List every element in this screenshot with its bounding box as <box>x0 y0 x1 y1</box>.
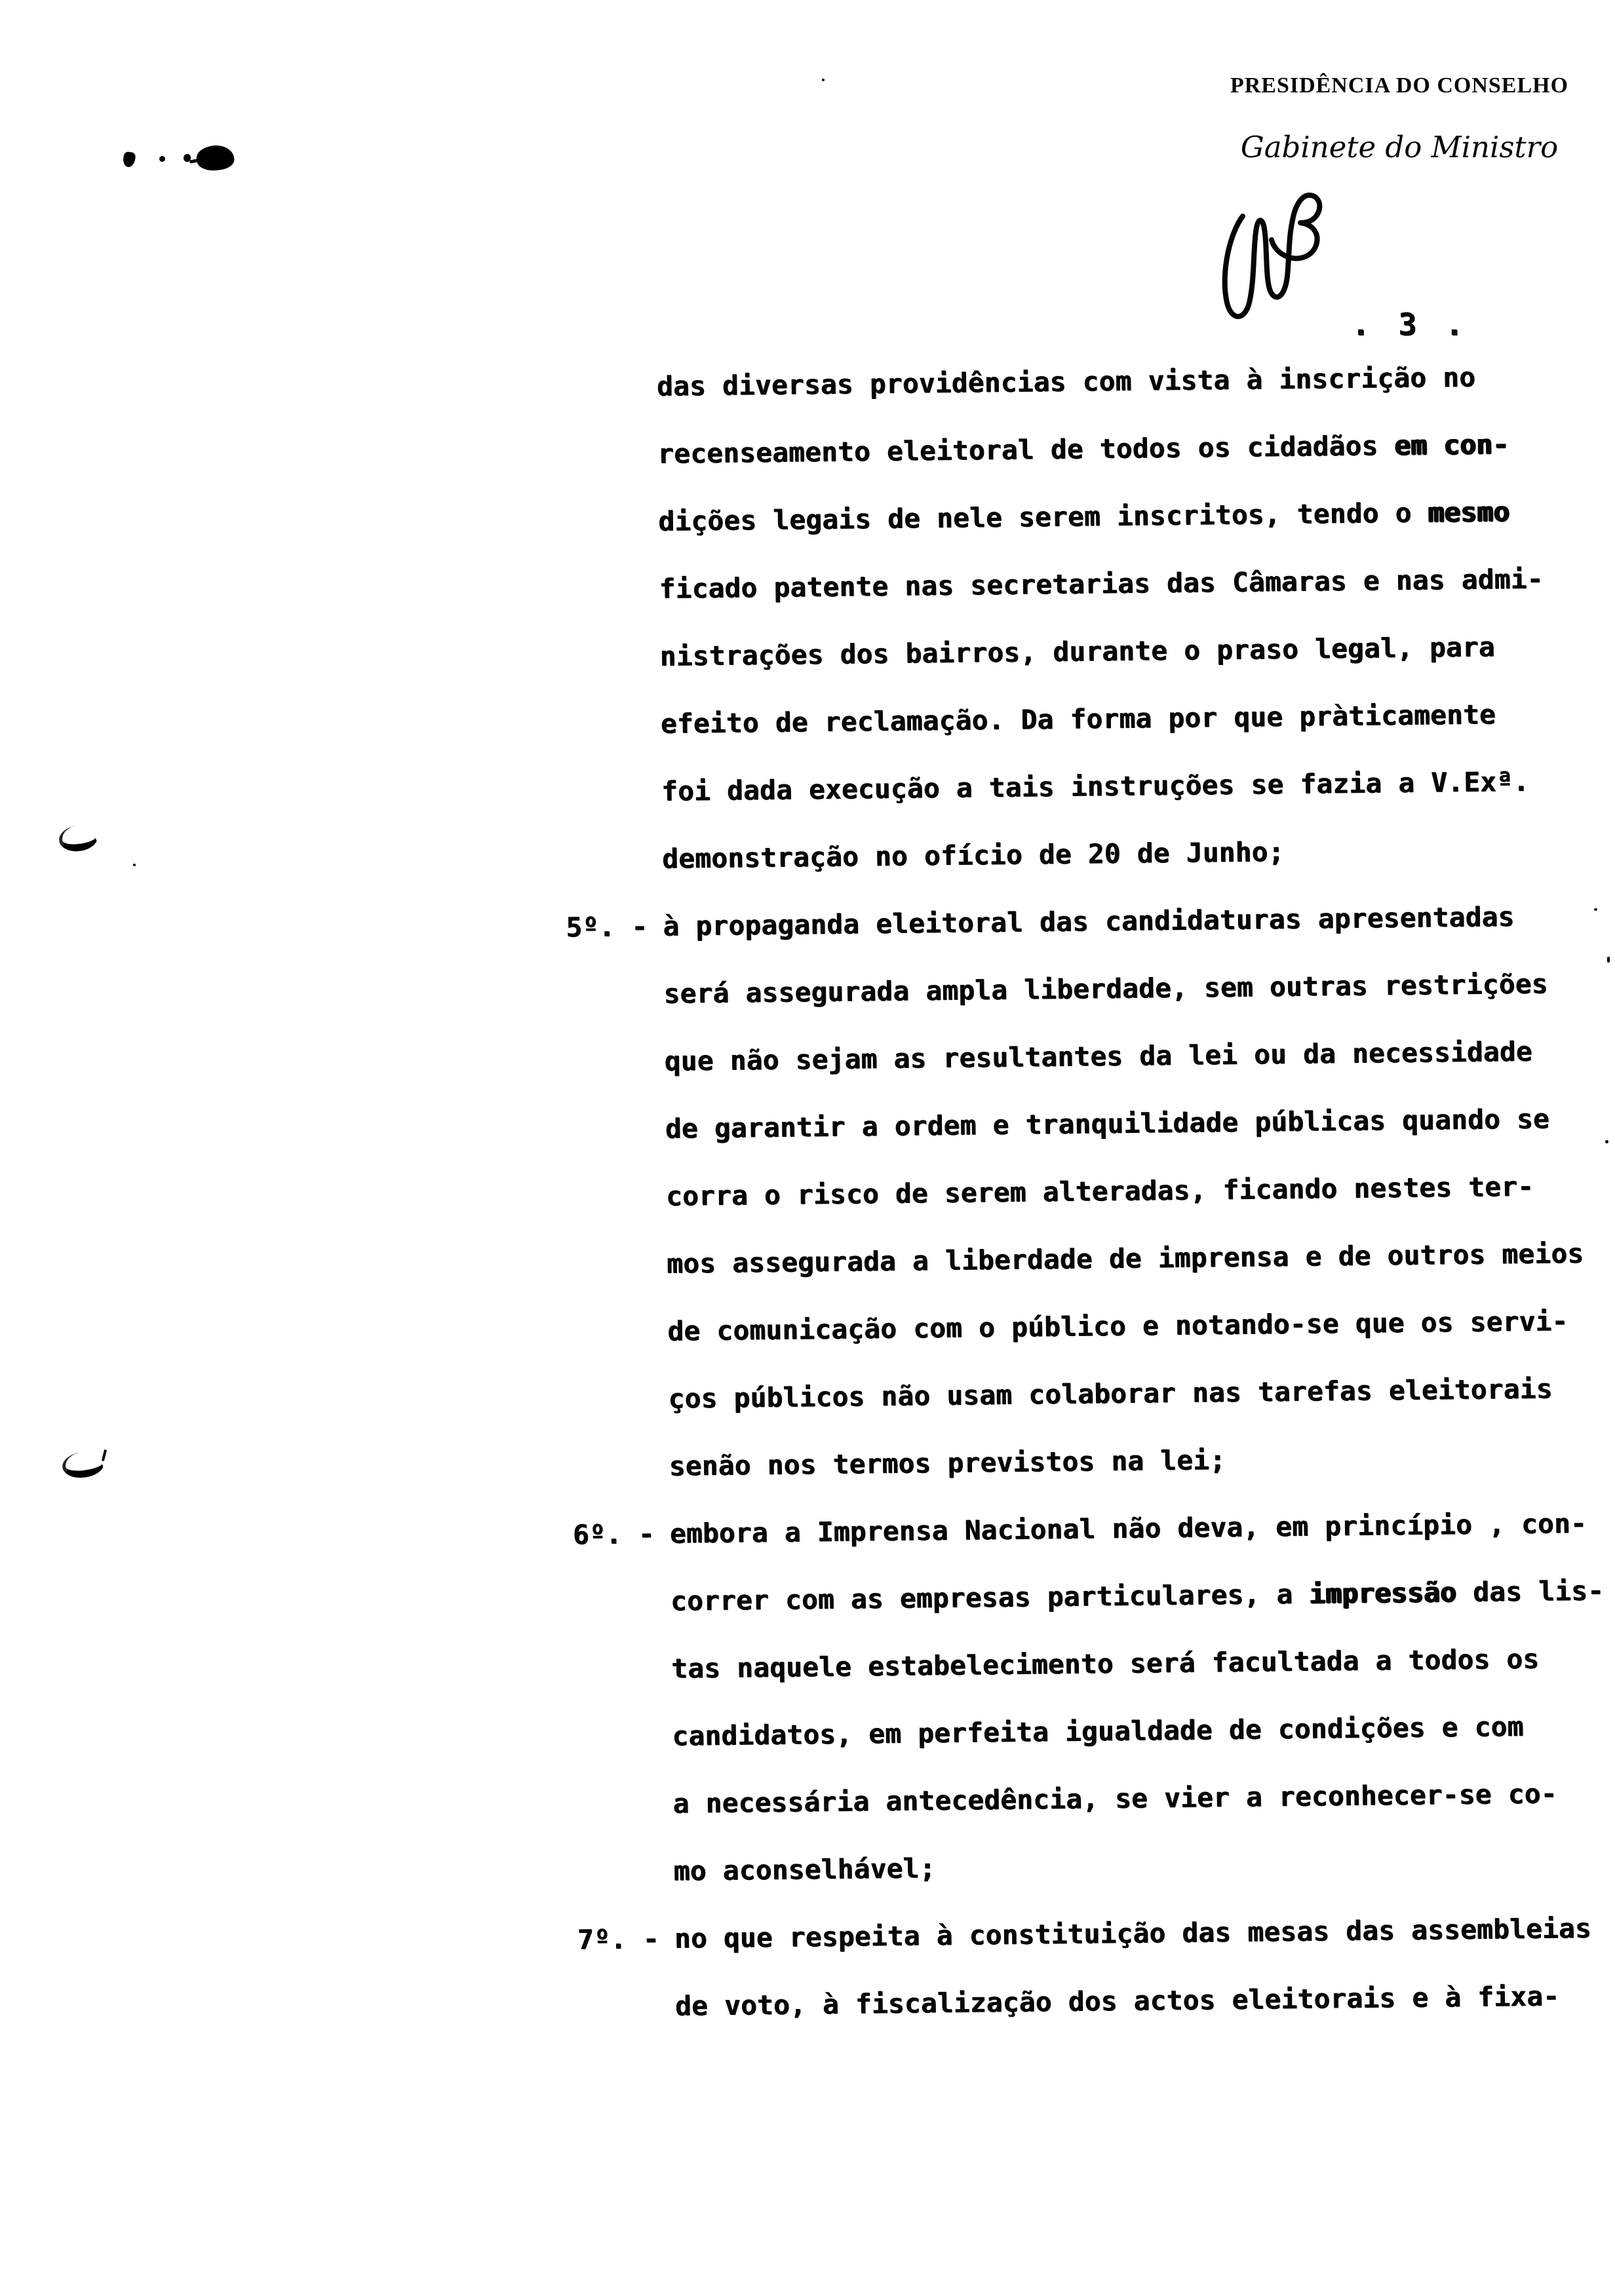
line-text: que não sejam as resultantes da lei ou da necessidade <box>664 1035 1532 1077</box>
signature-scribble-icon <box>1214 182 1335 336</box>
line-text: no que respeita à constituição das mesas das assembleias <box>674 1912 1592 1955</box>
scan-speck <box>1605 1140 1608 1143</box>
ink-smudge-dot <box>159 156 165 162</box>
typed-line <box>561 477 1615 557</box>
line-text: tas naquele estabelecimento será facultada a todos os <box>671 1643 1540 1685</box>
letterhead-office: Gabinete do Ministro <box>1240 130 1559 164</box>
margin-tick-mark <box>102 1449 107 1461</box>
item-number <box>570 1273 667 1274</box>
line-text: ficado patente nas secretarias das Câmaras e nas admi- <box>659 563 1544 605</box>
line-text: de garantir a ordem e tranquilidade públicas quando se <box>665 1103 1550 1145</box>
line-text: recenseamento eleitoral de todos os cidadãos em con- <box>657 428 1509 470</box>
line-text: ços públicos não usam colaborar nas tarefas eleitorais <box>668 1373 1553 1415</box>
scan-speck <box>133 864 136 866</box>
item-number <box>567 1003 664 1004</box>
typed-line <box>573 1557 1615 1637</box>
scan-speck <box>1594 908 1597 911</box>
item-number <box>577 1881 674 1882</box>
item-number <box>576 1813 673 1814</box>
typed-body <box>559 342 1615 2041</box>
typed-line <box>562 545 1615 624</box>
typed-line <box>560 410 1615 489</box>
line-text: embora a Imprensa Nacional não deva, em princípio , con- <box>669 1507 1587 1550</box>
item-number <box>564 801 661 802</box>
typed-line <box>575 1759 1615 1839</box>
typed-line <box>564 747 1615 827</box>
item-number <box>572 1476 669 1477</box>
typed-line <box>576 1827 1615 1907</box>
typed-line <box>577 1962 1615 2042</box>
typed-line <box>565 814 1615 894</box>
line-text: correr com as empresas particulares, a impressão das lis- <box>670 1575 1605 1617</box>
item-number <box>575 1746 672 1747</box>
typed-line <box>562 612 1615 692</box>
typed-line <box>568 1152 1615 1232</box>
margin-check-mark <box>61 1449 106 1480</box>
item-number <box>574 1678 671 1679</box>
page-number: . 3 . <box>1352 307 1469 342</box>
typed-line <box>575 1692 1615 1772</box>
item-number: 5º. - <box>566 910 665 944</box>
line-text: mos assegurada a liberdade de imprensa e de outros meios <box>666 1237 1584 1280</box>
typed-line <box>568 1084 1615 1164</box>
typed-line <box>563 679 1615 759</box>
scan-speck <box>822 79 825 81</box>
item-number <box>560 396 657 397</box>
line-text: das diversas providências com vista à inscrição no <box>656 361 1476 402</box>
item-number <box>560 463 657 465</box>
line-text: de voto, à fiscalização dos actos eleitorais e à fixa- <box>674 1980 1560 2022</box>
ink-smudge-blob <box>195 144 235 173</box>
line-text: à propaganda eleitoral das candidaturas apresentadas <box>663 900 1515 942</box>
line-text: candidatos, em perfeita igualdade de condições e com <box>672 1710 1524 1752</box>
typed-line <box>559 342 1615 422</box>
item-number: 7º. - <box>577 1923 676 1956</box>
typed-line <box>570 1219 1615 1299</box>
letterhead-organization: PRESIDÊNCIA DO CONSELHO <box>1230 73 1569 98</box>
item-number <box>568 1071 665 1072</box>
typed-line <box>567 1017 1615 1097</box>
typed-line <box>574 1624 1615 1704</box>
item-number <box>572 1408 669 1409</box>
scan-speck <box>1607 957 1610 963</box>
typed-line <box>572 1489 1615 1569</box>
item-number <box>565 868 662 870</box>
line-text: a necessária antecedência, se vier a reconhecer-se co- <box>672 1778 1557 1820</box>
item-number <box>561 531 658 532</box>
item-number <box>564 733 661 735</box>
typed-line <box>570 1287 1615 1367</box>
line-text: de comunicação com o público e notando-se que os servi- <box>667 1305 1568 1347</box>
typed-line <box>577 1894 1615 1974</box>
item-number <box>562 598 659 600</box>
typed-line <box>572 1422 1615 1502</box>
typed-line <box>566 949 1615 1029</box>
line-text: corra o risco de serem alteradas, ficando nestes ter- <box>665 1170 1534 1212</box>
typed-line <box>566 882 1615 962</box>
typed-line <box>571 1354 1615 1434</box>
ink-smudge-blob <box>122 151 136 168</box>
line-text: será assegurada ampla liberdade, sem outras restrições <box>663 968 1548 1010</box>
item-number <box>568 1138 665 1139</box>
item-number <box>570 1341 667 1342</box>
line-text: efeito de reclamação. Da forma por que pràticamente <box>660 698 1496 740</box>
item-number <box>563 666 660 667</box>
line-text: mo aconselhável; <box>673 1852 936 1887</box>
margin-check-mark <box>58 824 99 854</box>
item-number <box>569 1206 666 1207</box>
line-text: dições legais de nele serem inscritos, tendo o mesmo <box>658 495 1510 537</box>
line-text: foi dada execução a tais instruções se fazia a V.Exª. <box>661 765 1530 807</box>
item-number <box>574 1611 671 1612</box>
item-number <box>578 2016 675 2017</box>
line-text: demonstração no ofício de 20 de Junho; <box>661 835 1285 875</box>
line-text: nistrações dos bairros, durante o praso legal, para <box>659 631 1495 672</box>
line-text: senão nos termos previstos na lei; <box>669 1444 1226 1482</box>
item-number: 6º. - <box>572 1518 671 1551</box>
